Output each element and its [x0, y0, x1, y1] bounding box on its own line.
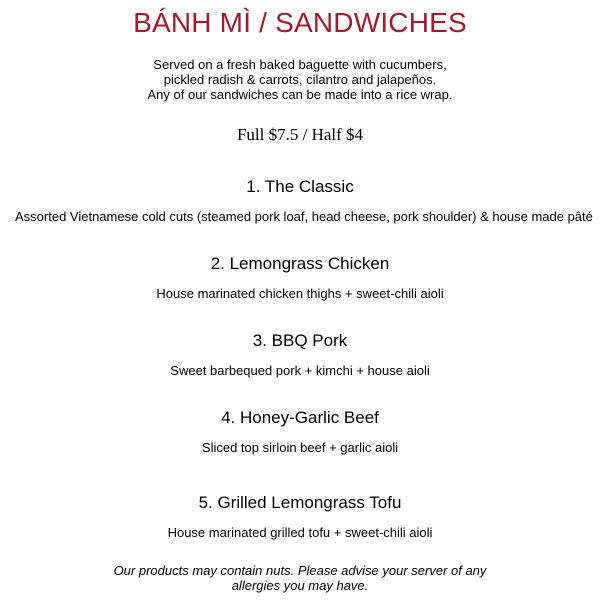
item-description-classic: Assorted Vietnamese cold cuts (steamed pork loaf, head cheese, pork shoulder) & house made pâté	[15, 209, 593, 224]
item-name-lemongrass-chicken: 2. Lemongrass Chicken	[210, 254, 390, 273]
item-description-lemongrass-chicken: House marinated chicken thighs + sweet-chili aioli	[156, 286, 444, 301]
item-name-classic: 1. The Classic	[246, 177, 354, 196]
intro-line: Served on a fresh baked baguette with cucumbers,	[153, 57, 447, 72]
item-description-honey-garlic-beef: Sliced top sirloin beef + garlic aioli	[201, 440, 399, 455]
intro-line: pickled radish & carrots, cilantro and jalapeños.	[163, 72, 437, 87]
allergy-notice-line: Our products may contain nuts. Please advise your server of any	[113, 563, 487, 578]
item-description-bbq-pork: Sweet barbequed pork + kimchi + house aioli	[170, 363, 430, 378]
item-name-bbq-pork: 3. BBQ Pork	[252, 331, 348, 350]
item-name-honey-garlic-beef: 4. Honey-Garlic Beef	[221, 408, 379, 427]
price-line: Full $7.5 / Half $4	[236, 125, 364, 144]
item-description-grilled-lemongrass-tofu: House marinated grilled tofu + sweet-chili aioli	[167, 525, 433, 540]
item-name-grilled-lemongrass-tofu: 5. Grilled Lemongrass Tofu	[198, 493, 402, 512]
menu-title: BÁNH MÌ / SANDWICHES	[133, 7, 467, 38]
menu-intro	[0, 57, 600, 102]
intro-line: Any of our sandwiches can be made into a rice wrap.	[147, 87, 453, 102]
allergy-notice	[0, 563, 600, 593]
allergy-notice-line: allergies you may have.	[231, 578, 369, 593]
